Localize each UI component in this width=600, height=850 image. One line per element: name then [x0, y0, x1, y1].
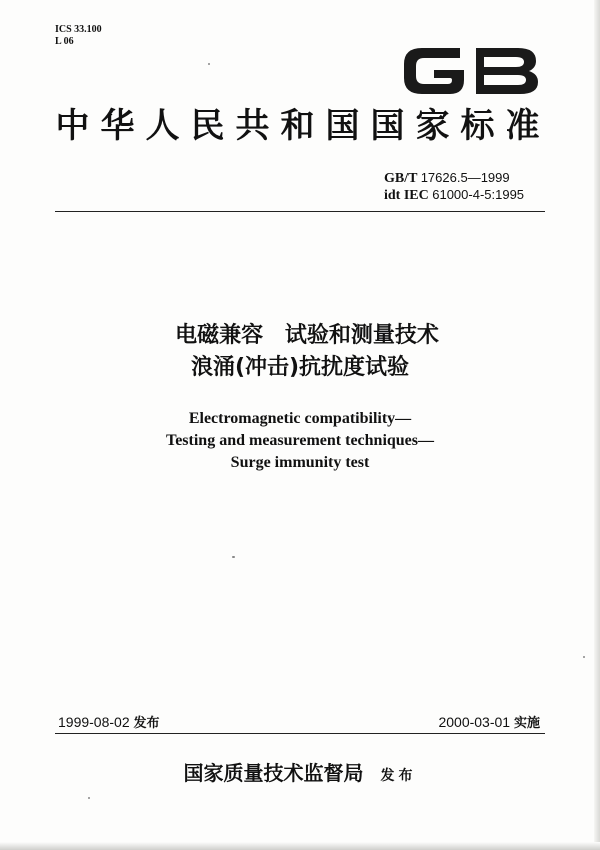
chinese-document-title	[0, 320, 600, 384]
english-document-title	[0, 408, 600, 474]
standard-number-block	[384, 170, 524, 204]
gb-logo	[398, 40, 544, 102]
idt-number: 61000-4-5:1995	[432, 187, 525, 202]
standard-number-label: GB/T	[384, 171, 418, 186]
implementation-date-block	[438, 712, 540, 731]
cn-title-line-1: 电磁兼容 试验和测量技术	[175, 323, 439, 348]
cn-title-line-2: 浪涌(冲击)抗扰度试验	[190, 355, 410, 380]
implementation-date: 2000-03-01	[438, 714, 511, 730]
classification-codes	[55, 24, 102, 48]
publisher-name: 国家质量技术监督局	[183, 761, 364, 785]
standard-number: 17626.5—1999	[420, 170, 510, 185]
bottom-divider	[55, 733, 545, 734]
issue-date: 1999-08-02	[58, 714, 130, 730]
en-title-line-3: Surge immunity test	[230, 454, 370, 471]
issue-date-suffix: 发布	[133, 716, 160, 731]
idt-label: idt IEC	[384, 188, 429, 203]
ccs-code: L 06	[55, 36, 74, 47]
implementation-date-suffix: 实施	[513, 716, 540, 731]
top-divider	[55, 211, 545, 212]
scan-edge-bottom	[0, 842, 600, 850]
publisher-suffix: 发布	[380, 768, 417, 784]
scan-speck	[583, 656, 585, 658]
scan-edge-right	[594, 0, 600, 850]
scan-speck	[208, 63, 210, 65]
scan-speck	[88, 797, 90, 799]
en-title-line-1: Electromagnetic compatibility—	[188, 410, 412, 427]
issue-date-block	[58, 712, 160, 731]
national-standard-title: 中华人民共和国国家标准	[55, 106, 551, 146]
en-title-line-2: Testing and measurement techniques—	[165, 432, 435, 449]
publisher-line	[0, 759, 600, 790]
ics-code: ICS 33.100	[55, 24, 102, 35]
scan-speck	[232, 556, 235, 558]
